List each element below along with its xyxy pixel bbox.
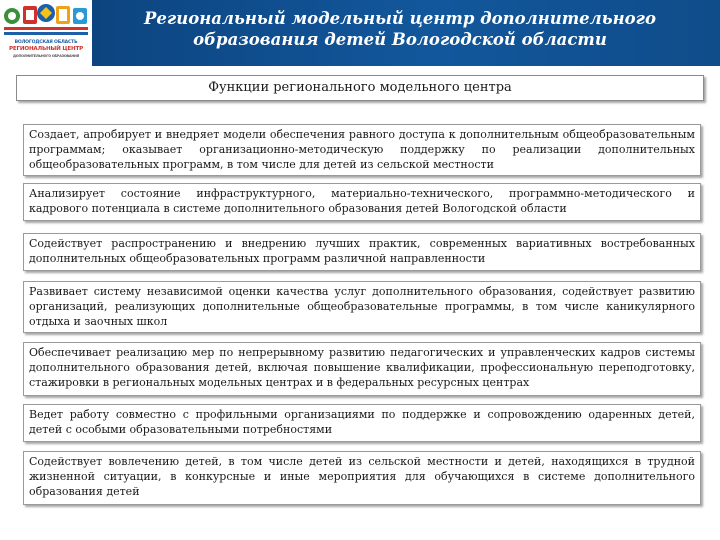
function-item-5 (23, 342, 701, 396)
logo-emblem-icon (0, 0, 92, 40)
function-text: Содействует распространению и внедрению лучших практик, современных вариативных востребованных дополнительных общеобразовательных программ различной направленности (29, 237, 695, 265)
page-title: Региональный модельный центр дополнительного образования детей Вологодской области (144, 9, 656, 49)
header-bar (0, 0, 720, 66)
logo (0, 0, 92, 66)
logo-text-region: ВОЛОГОДСКАЯ ОБЛАСТЬ (14, 40, 78, 45)
function-text: Создает, апробирует и внедряет модели обеспечения равного доступа к дополнительным общеобразовательным программам; оказывает организационно-методическую поддержку по реализации дополнительных общеобразовательных программ, в том числе для детей из сельской местности (29, 128, 695, 171)
function-text: Анализирует состояние инфраструктурного, материально-технического, программно-методического и кадрового потенциала в системе дополнительного образования детей Вологодской области (29, 187, 695, 215)
function-text: Ведет работу совместно с профильными организациями по поддержке и сопровождению одаренных детей, детей с особыми образовательными потребностями (29, 408, 695, 436)
function-item-7 (23, 451, 701, 505)
function-item-2 (23, 183, 701, 221)
function-item-6 (23, 404, 701, 442)
logo-text-education: ДОПОЛНИТЕЛЬНОГО ОБРАЗОВАНИЯ (12, 54, 80, 58)
function-text: Развивает систему независимой оценки качества услуг дополнительного образования, содействует развитию организаций, реализующих дополнительные общеобразовательные программы, в том числе каникулярного отдыха и заочных школ (29, 285, 695, 328)
function-text: Содействует вовлечению детей, в том числе детей из сельской местности и детей, находящихся в трудной жизненной ситуации, в конкурсные и иные мероприятия для обучающихся в системе дополнительного образования детей (29, 455, 695, 498)
function-item-1 (23, 124, 701, 176)
function-item-4 (23, 281, 701, 333)
section-heading: Функции регионального модельного центра (16, 75, 704, 101)
logo-text-center: РЕГИОНАЛЬНЫЙ ЦЕНТР (9, 46, 83, 52)
function-text: Обеспечивает реализацию мер по непрерывному развитию педагогических и управленческих кадров системы дополнительного образования детей, включая повышение квалификации, профессиональную переподготовку, стажировки в региональных модельных центрах и в федеральных ресурсных центрах (29, 346, 695, 389)
function-item-3 (23, 233, 701, 271)
